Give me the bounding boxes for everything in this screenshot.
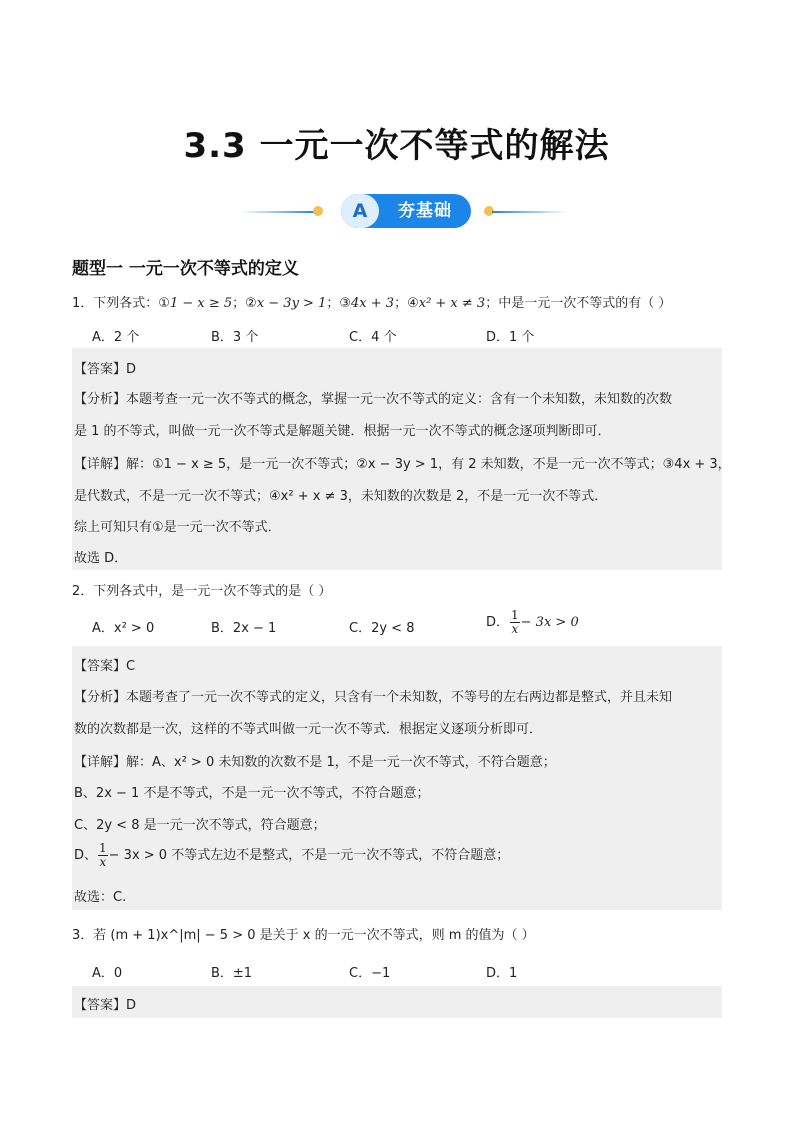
q1-prefix: 1．下列各式：: [72, 296, 159, 311]
q3-option-a[interactable]: A．0: [92, 966, 123, 981]
badge-label: 夯基础: [398, 201, 452, 221]
banner-dot-left: [313, 206, 323, 216]
section-banner: [0, 192, 793, 232]
q1-option-c[interactable]: C．4 个: [349, 330, 397, 345]
q1-answer: 【答案】D: [74, 362, 137, 377]
q2-option-a[interactable]: A．x² > 0: [92, 621, 155, 636]
q2-answer-box: [72, 646, 722, 910]
q2-option-d-label: D．: [486, 615, 510, 630]
q2-option-d[interactable]: [486, 609, 579, 636]
q2-option-b[interactable]: B．2x − 1: [211, 621, 277, 636]
q1-detail-line-4: 故选 D．: [74, 551, 128, 566]
q1-item-mark: ④: [407, 296, 419, 311]
q1-expr-3: 4x + 3: [351, 296, 395, 311]
banner-line-left: [240, 211, 316, 213]
q3-option-b[interactable]: B．±1: [211, 966, 253, 981]
section-heading: 题型一 一元一次不等式的定义: [72, 259, 299, 279]
fraction-numerator: 1: [511, 608, 519, 622]
q1-item-mark: ①: [158, 296, 170, 311]
q1-expr-1: 1 − x ≥ 5: [169, 296, 233, 311]
q1-option-d[interactable]: D．1 个: [486, 330, 535, 345]
q3-answer: 【答案】D: [74, 998, 137, 1013]
q1-analysis-line-1: 【分析】本题考查一元一次不等式的概念，掌握一元一次不等式的定义：含有一个未知数，未知数的次数: [74, 392, 673, 407]
q1-detail-line-1: 【详解】解：①1 − x ≥ 5，是一元一次不等式；②x − 3y > 1，有 2 未知数，不是一元一次不等式；③4x + 3，: [74, 457, 731, 472]
q1-answer-box: [72, 348, 731, 570]
q2-detail-d-prefix: D、: [74, 848, 98, 863]
q1-analysis-line-2: 是 1 的不等式，叫做一元一次不等式是解题关键．根据一元一次不等式的概念逐项判断即可．: [74, 424, 611, 439]
q2-detail-d-rest: − 3x > 0 不等式左边不是整式，不是一元一次不等式，不符合题意；: [108, 848, 510, 863]
page-title: 3.3 一元一次不等式的解法: [183, 126, 610, 166]
level-badge: [341, 194, 471, 228]
q1-expr-4: x² + x ≠ 3: [418, 296, 486, 311]
q2-detail-line-5: 故选：C.: [74, 890, 127, 905]
q1-sep: ；: [326, 296, 340, 311]
banner-line-right: [492, 211, 568, 213]
question-1-stem: [72, 292, 671, 311]
q2-answer: 【答案】C: [74, 659, 136, 674]
q2-detail-line-2: B、2x − 1 不是不等式，不是一元一次不等式，不符合题意；: [74, 786, 430, 801]
fraction-denominator: x: [99, 855, 107, 869]
q3-option-c[interactable]: C．−1: [349, 966, 391, 981]
q2-analysis-line-2: 数的次数都是一次，这样的不等式叫做一元一次不等式．根据定义逐项分析即可．: [74, 722, 543, 737]
q2-analysis-line-1: 【分析】本题考查了一元一次不等式的定义，只含有一个未知数，不等号的左右两边都是整式，并且未知: [74, 690, 673, 705]
q1-item-mark: ②: [245, 296, 257, 311]
fraction-numerator: 1: [99, 841, 107, 855]
q1-expr-2: x − 3y > 1: [256, 296, 327, 311]
question-2-stem: 2．下列各式中，是一元一次不等式的是（ ）: [72, 584, 332, 599]
q1-sep: ；: [394, 296, 408, 311]
q2-detail-line-1: 【详解】解：A、x² > 0 未知数的次数不是 1，不是一元一次不等式，不符合题意；: [74, 755, 556, 770]
q1-option-a[interactable]: A．2 个: [92, 330, 140, 345]
q2-option-c[interactable]: C．2y < 8: [349, 621, 415, 636]
q1-tail: ；中是一元一次不等式的有（ ）: [485, 296, 672, 311]
q1-item-mark: ③: [339, 296, 352, 311]
q1-sep: ；: [232, 296, 246, 311]
q2-detail-line-4: [74, 842, 509, 869]
q2-option-d-rest: − 3x > 0: [520, 615, 579, 630]
q1-detail-line-2: 是代数式，不是一元一次不等式；④x² + x ≠ 3，未知数的次数是 2，不是一元一次不等式．: [74, 489, 608, 504]
fraction-denominator: x: [511, 622, 519, 636]
q3-answer-box: [72, 986, 722, 1018]
badge-letter: A: [341, 194, 379, 228]
q2-detail-d-fraction: [98, 842, 108, 869]
q2-detail-line-3: C、2y < 8 是一元一次不等式，符合题意；: [74, 818, 326, 833]
q1-option-b[interactable]: B．3 个: [211, 330, 259, 345]
question-3-stem: 3．若 (m + 1)x^|m| − 5 > 0 是关于 x 的一元一次不等式，则 m 的值为（ ）: [72, 928, 535, 943]
q1-detail-line-3: 综上可知只有①是一元一次不等式．: [74, 520, 281, 535]
q2-option-d-fraction: [510, 609, 520, 636]
q3-option-d[interactable]: D．1: [486, 966, 518, 981]
